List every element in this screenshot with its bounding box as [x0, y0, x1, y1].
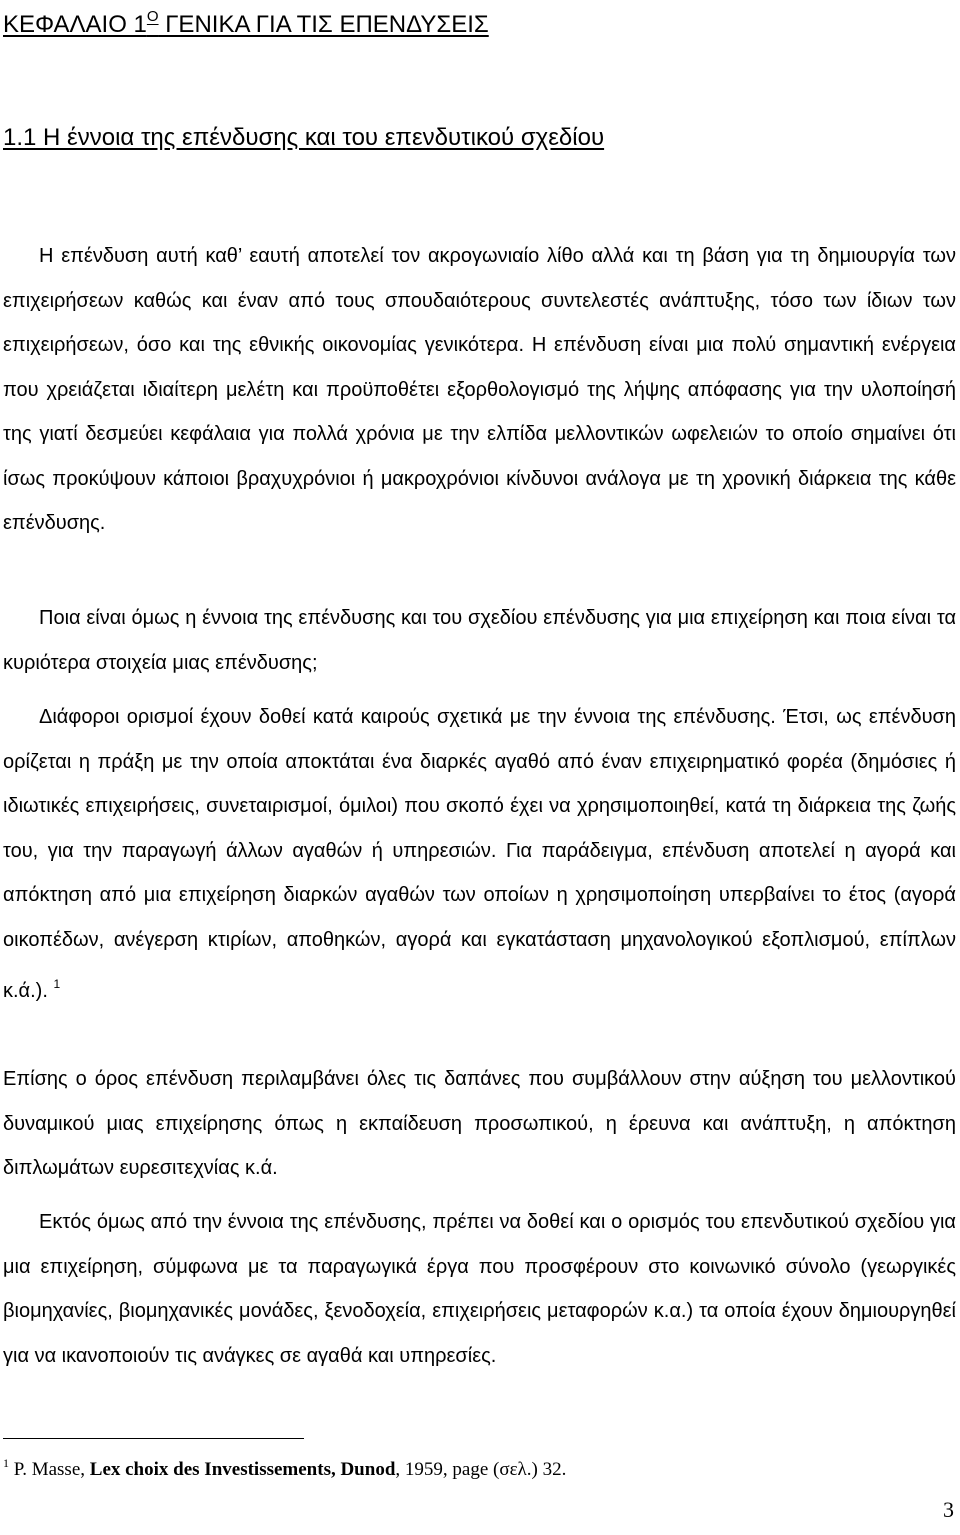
footnote-details: , 1959, page (σελ.) 32.	[395, 1459, 567, 1480]
paragraph-5	[3, 1200, 956, 1378]
paragraph-2	[3, 596, 956, 685]
paragraph-3-text: Διάφοροι ορισμοί έχουν δοθεί κατά καιρούς σχετικά με την έννοια της επένδυσης. Έτσι, ως επένδυση ορίζεται η πράξη με την οποία αποκτάται ένα διαρκές αγαθό από έναν επιχειρηματικό φορέα (δημόσιες ή ιδιωτικές επιχειρήσεις, συνεταιρισμοί, όμιλοι) που σκοπό έχει να χρησιμοποιηθεί, κατά τη διάρκεια της ζωής του, για την παραγωγή άλλων αγαθών ή υπηρεσιών. Για παράδειγμα, επένδυση αποτελεί η αγορά και απόκτηση από μια επιχείρηση διαρκών αγαθών των οποίων η χρησιμοποίηση υπερβαίνει το έτος (αγορά οικοπέδων, ανέγερση κτιρίων, αποθηκών, αγορά και εγκατάσταση μηχανολογικού εξοπλισμού, επίπλων κ.ά.).	[3, 706, 956, 1002]
section-title: 1.1 Η έννοια της επένδυσης και του επενδυτικού σχεδίου	[3, 124, 605, 151]
paragraph-1-text: Η επένδυση αυτή καθ’ εαυτή αποτελεί τον ακρογωνιαίο λίθο αλλά και τη βάση για τη δημιουργία των επιχειρήσεων καθώς και έναν από τους σπουδαιότερους συντελεστές ανάπτυξης, τόσο των ίδιων των επιχειρήσεων, όσο και της εθνικής οικονομίας γενικότερα. Η επένδυση είναι μια πολύ σημαντική ενέργεια που χρειάζεται ιδιαίτερη μελέτη και προϋποθέτει εξορθολογισμό της λήψης απόφασης για την υλοποίησή της γιατί δεσμεύει κεφάλαια για πολλά χρόνια με την ελπίδα μελλοντικών ωφελειών το οποίο σημαίνει ότι ίσως προκύψουν κάποιοι βραχυχρόνιοι ή μακροχρόνιοι κίνδυνοι ανάλογα με τη χρονική διάρκεια της κάθε επένδυσης.	[3, 245, 956, 534]
footnote-author: P. Masse,	[9, 1459, 90, 1480]
footnote	[3, 1450, 566, 1483]
paragraph-4-text: Επίσης ο όρος επένδυση περιλαμβάνει όλες τις δαπάνες που συμβάλλουν στην αύξηση του μελλοντικού δυναμικού μιας επιχείρησης όπως η εκπαίδευση προσωπικού, η έρευνα και ανάπτυξη, η απόκτηση διπλωμάτων ευρεσιτεχνίας κ.ά.	[3, 1068, 956, 1179]
chapter-prefix: ΚΕΦΑΛΑΙΟ 1	[3, 11, 147, 38]
page-number: 3	[943, 1497, 954, 1522]
paragraph-2-text: Ποια είναι όμως η έννοια της επένδυσης και του σχεδίου επένδυσης για μια επιχείρηση και ποια είναι τα κυριότερα στοιχεία μιας επένδυσης;	[3, 607, 956, 674]
chapter-title	[3, 2, 489, 40]
paragraph-4	[3, 1057, 956, 1191]
footnote-separator	[3, 1438, 304, 1439]
footnote-book-title: Lex choix des Investissements, Dunod	[89, 1459, 396, 1480]
paragraph-5-text: Εκτός όμως από την έννοια της επένδυσης, πρέπει να δοθεί και ο ορισμός του επενδυτικού σχεδίου για μια επιχείρηση, σύμφωνα με τα παραγωγικά έργα που προσφέρουν στο κοινωνικό σύνολο (γεωργικές βιομηχανίες, βιομηχανικές μονάδες, ξενοδοχεία, επιχειρήσεις μεταφορών κ.α.) τα οποία έχουν δημιουργηθεί για να ικανοποιούν τις ανάγκες σε αγαθά και υπηρεσίες.	[3, 1211, 956, 1367]
footnote-reference[interactable]: 1	[53, 977, 61, 991]
footnote-number: 1	[3, 1456, 9, 1470]
chapter-ordinal-superscript: Ο	[146, 8, 159, 25]
paragraph-3	[3, 695, 956, 1014]
paragraph-1	[3, 234, 956, 546]
chapter-title-text: ΓΕΝΙΚΑ ΓΙΑ ΤΙΣ ΕΠΕΝΔΥΣΕΙΣ	[158, 11, 489, 38]
